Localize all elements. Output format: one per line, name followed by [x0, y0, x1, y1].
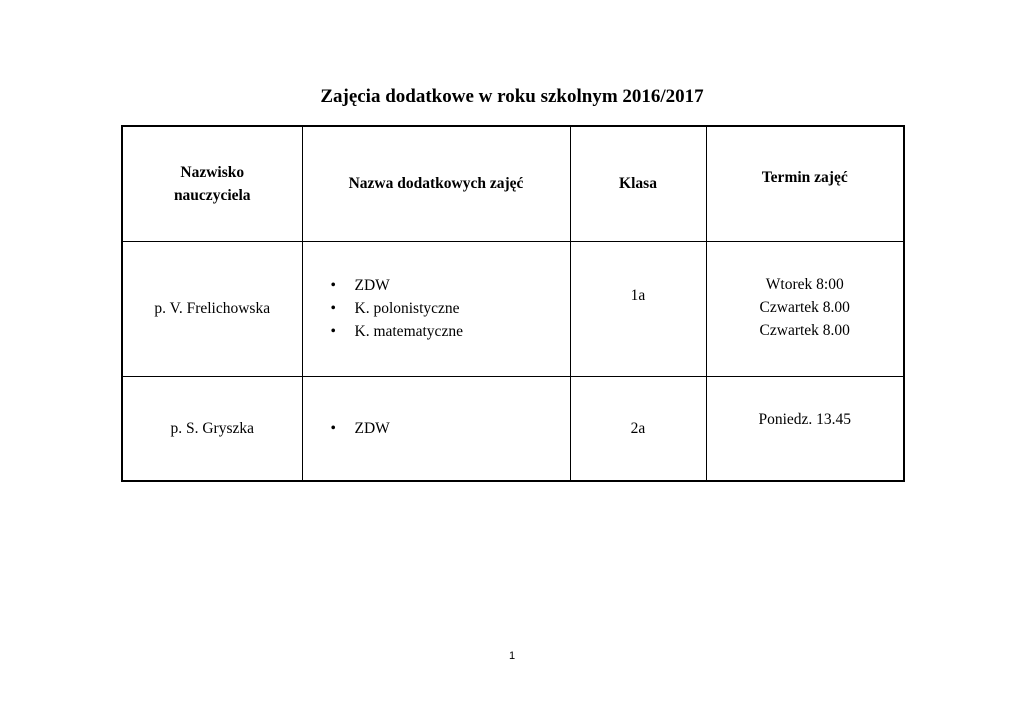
header-class: Klasa [570, 126, 706, 241]
list-item [331, 417, 564, 440]
activity-list [309, 417, 564, 440]
schedule-entry: Wtorek 8:00 [765, 275, 844, 293]
activity-name: K. matematyczne [354, 323, 463, 340]
activity-name: ZDW [354, 419, 390, 437]
bullet-icon: • [330, 323, 336, 340]
schedule-entry: Poniedz. 13.45 [758, 410, 852, 428]
schedule-cell [706, 241, 904, 376]
teacher-cell: p. S. Gryszka [122, 376, 302, 481]
list-item [331, 274, 564, 297]
header-schedule: Termin zajęć [706, 126, 904, 241]
bullet-icon: • [330, 277, 336, 294]
list-item [331, 320, 564, 343]
list-item [331, 297, 564, 320]
page-number: 1 [508, 650, 516, 662]
header-activity: Nazwa dodatkowych zajęć [302, 126, 570, 241]
teacher-cell: p. V. Frelichowska [122, 241, 302, 376]
class-cell: 2a [570, 376, 706, 481]
table-header-row [122, 126, 904, 241]
table-row [122, 376, 904, 481]
activity-cell [302, 376, 570, 481]
class-cell: 1a [570, 241, 706, 376]
page-title: Zajęcia dodatkowe w roku szkolnym 2016/2017 [320, 86, 704, 107]
table-row [122, 241, 904, 376]
schedule-cell [706, 376, 904, 481]
schedule-entry: Czwartek 8.00 [759, 321, 850, 339]
activities-table [121, 125, 905, 482]
schedule-entry: Czwartek 8.00 [759, 298, 850, 316]
activity-cell [302, 241, 570, 376]
activity-list [309, 274, 564, 343]
activity-name: ZDW [354, 277, 390, 294]
bullet-icon: • [330, 419, 336, 437]
header-teacher-label: Nazwisko nauczyciela [173, 163, 251, 204]
bullet-icon: • [330, 300, 336, 317]
header-teacher [122, 126, 302, 241]
activity-name: K. polonistyczne [354, 300, 460, 317]
